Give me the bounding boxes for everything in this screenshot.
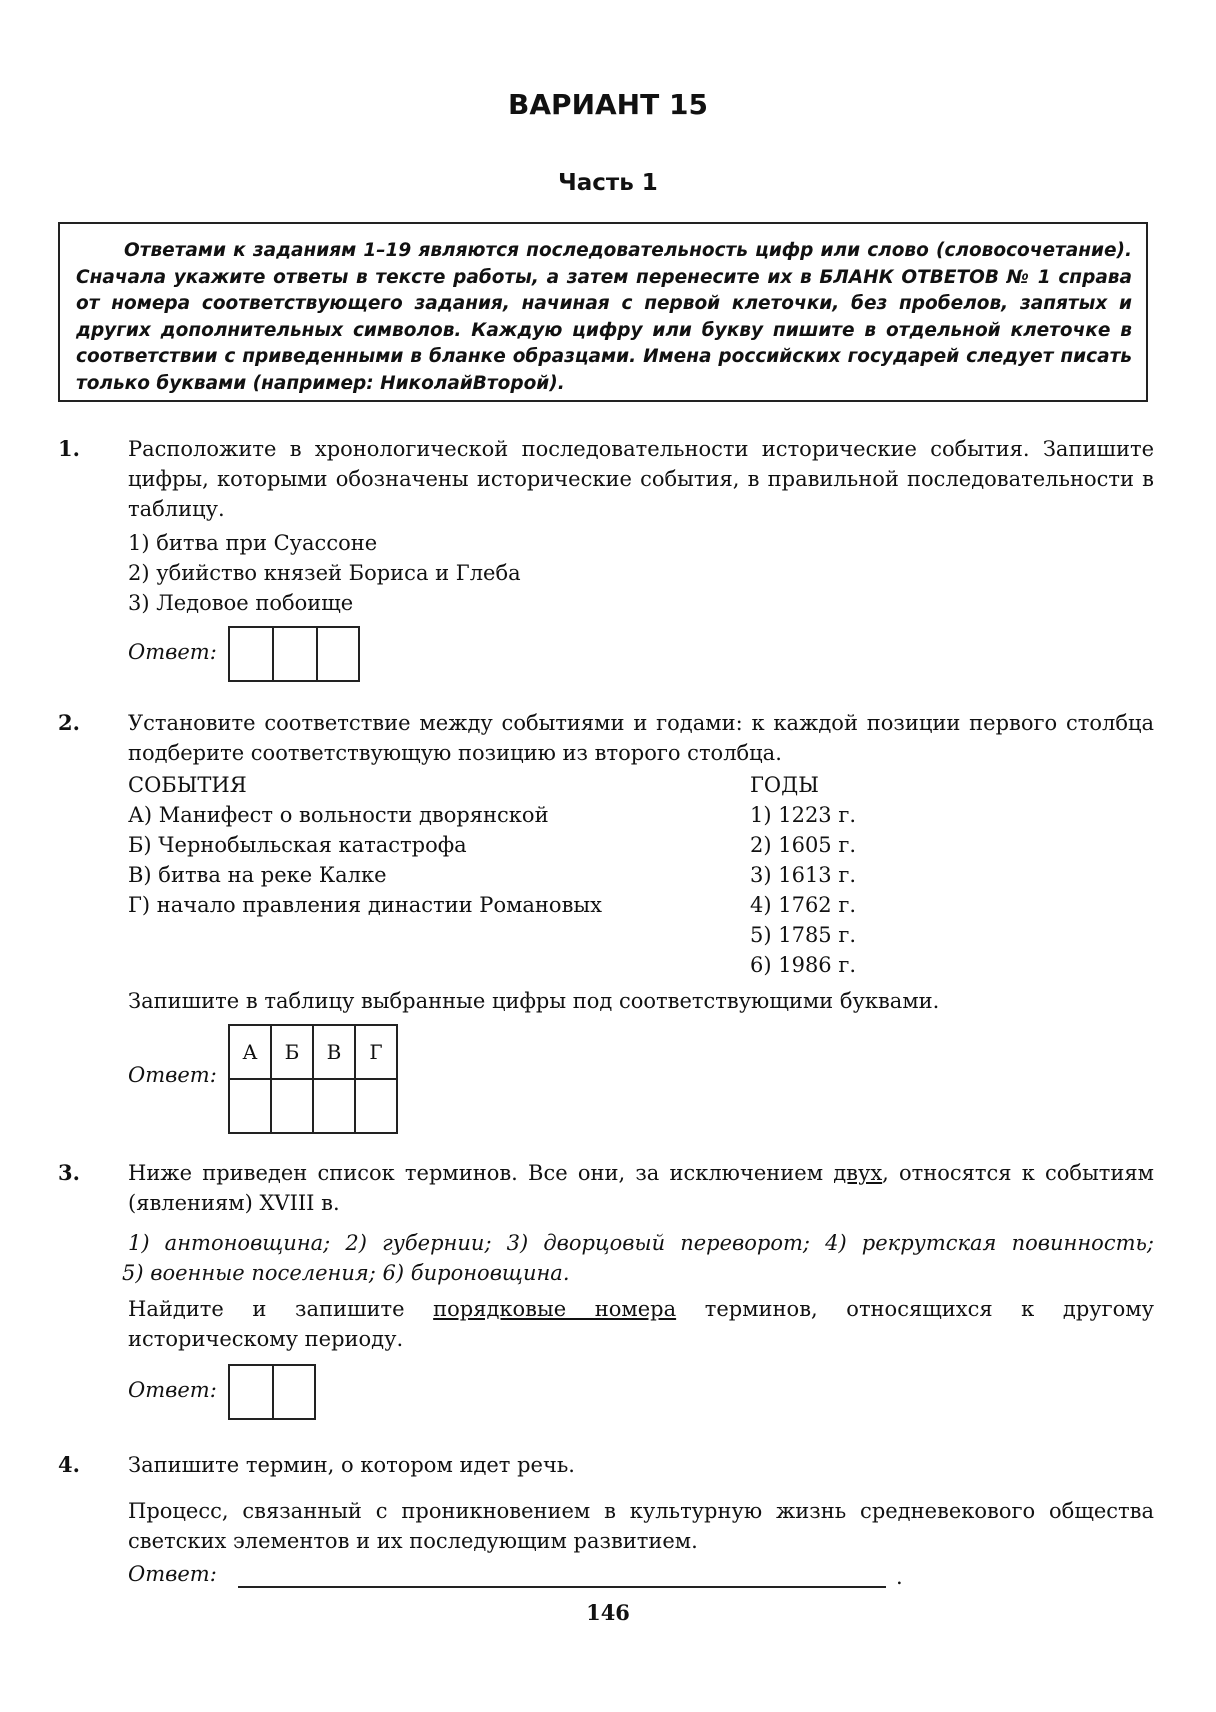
task-4-period: . bbox=[896, 1565, 903, 1589]
instruction-text: Ответами к заданиям 1–19 являются последовательность цифр или слово (словосочетание). Сначала укажите ответы в тексте работы, а затем перенесите их в БЛАНК ОТВЕТОВ № 1 справа от номера соответствующего задания, начиная с первой клеточки, без пробелов, запятых и других дополнительных символов. Каждую цифру или букву пишите в отдельной клеточке в соответствии с приведенными в бланке образцами. Имена российских государей следует писать только буквами (например: НиколайВторой). bbox=[76, 240, 1132, 394]
task-1-item-2: 2) убийство князей Бориса и Глеба bbox=[128, 561, 521, 585]
task-2-year-5: 5) 1785 г. bbox=[750, 923, 857, 947]
variant-title: ВАРИАНТ 15 bbox=[508, 88, 708, 121]
part-title: Часть 1 bbox=[558, 170, 658, 196]
answer-cell[interactable] bbox=[230, 628, 274, 680]
task-3-text-after: , относятся к событиям (явлениям) XVIII в. bbox=[128, 1161, 1154, 1215]
task-4-answer-line[interactable] bbox=[238, 1576, 886, 1588]
task-2-answer-table bbox=[228, 1024, 398, 1134]
task-2-event-b: Б) Чернобыльская катастрофа bbox=[128, 833, 467, 857]
task-3-text bbox=[128, 1158, 1154, 1218]
task-4-text: Запишите термин, о котором идет речь. bbox=[128, 1453, 575, 1477]
task-1-number: 1. bbox=[58, 436, 80, 461]
task-2-year-2: 2) 1605 г. bbox=[750, 833, 857, 857]
task-3-find-before: Найдите и запишите bbox=[128, 1297, 434, 1321]
instruction-box bbox=[58, 222, 1148, 402]
task-3-text-before: Ниже приведен список терминов. Все они, за исключением bbox=[128, 1161, 834, 1185]
task-3-answer-boxes[interactable] bbox=[228, 1364, 316, 1420]
letter-b: Б bbox=[271, 1025, 313, 1079]
answer-cell[interactable] bbox=[355, 1079, 397, 1133]
letter-g: Г bbox=[355, 1025, 397, 1079]
answer-cell[interactable] bbox=[271, 1079, 313, 1133]
task-3-find-after: терминов, относящихся к другому историческому периоду. bbox=[128, 1297, 1154, 1351]
task-3-answer-label: Ответ: bbox=[128, 1378, 217, 1402]
task-1-text: Расположите в хронологической последовательности исторические события. Запишите цифры, которыми обозначены исторические события, в правильной последовательности в таблицу. bbox=[128, 437, 1154, 521]
task-3-terms-line-1: 1) антоновщина; 2) губернии; 3) дворцовый переворот; 4) рекрутская повинность; bbox=[128, 1231, 1154, 1255]
task-3-text-underlined: двух bbox=[833, 1161, 883, 1185]
task-2-number: 2. bbox=[58, 710, 80, 735]
task-4-description: Процесс, связанный с проникновением в культурную жизнь средневекового общества светских элементов и их последующим развитием. bbox=[128, 1499, 1154, 1553]
task-2-events-header: СОБЫТИЯ bbox=[128, 773, 247, 797]
task-2-write-instruction: Запишите в таблицу выбранные цифры под соответствующими буквами. bbox=[128, 989, 940, 1013]
task-1-answer-label: Ответ: bbox=[128, 640, 217, 664]
task-2-event-v: В) битва на реке Калке bbox=[128, 863, 387, 887]
letter-v: В bbox=[313, 1025, 355, 1079]
task-2-answer-label: Ответ: bbox=[128, 1063, 217, 1087]
task-4-number: 4. bbox=[58, 1452, 80, 1477]
task-1-answer-boxes[interactable] bbox=[228, 626, 360, 682]
letter-a: А bbox=[229, 1025, 271, 1079]
answer-cell[interactable] bbox=[274, 628, 318, 680]
page-number: 146 bbox=[586, 1600, 630, 1625]
task-1-item-1: 1) битва при Суассоне bbox=[128, 531, 378, 555]
task-4-answer-label: Ответ: bbox=[128, 1562, 217, 1586]
task-2-year-3: 3) 1613 г. bbox=[750, 863, 857, 887]
answer-cell[interactable] bbox=[230, 1366, 274, 1418]
answer-cell[interactable] bbox=[313, 1079, 355, 1133]
task-2-year-4: 4) 1762 г. bbox=[750, 893, 857, 917]
answer-cell[interactable] bbox=[229, 1079, 271, 1133]
task-3-terms-line-2: 5) военные поселения; 6) бироновщина. bbox=[122, 1261, 570, 1285]
task-3-find-underlined: порядковые номера bbox=[433, 1297, 677, 1321]
task-1-item-3: 3) Ледовое побоище bbox=[128, 591, 354, 615]
task-3-number: 3. bbox=[58, 1160, 80, 1185]
task-2-event-g: Г) начало правления династии Романовых bbox=[128, 893, 602, 917]
task-2-year-1: 1) 1223 г. bbox=[750, 803, 857, 827]
task-3-find-text bbox=[128, 1294, 1154, 1354]
task-2-year-6: 6) 1986 г. bbox=[750, 953, 857, 977]
task-2-years-header: ГОДЫ bbox=[750, 773, 819, 797]
task-2-event-a: А) Манифест о вольности дворянской bbox=[128, 803, 549, 827]
task-2-text: Установите соответствие между событиями и годами: к каждой позиции первого столбца подберите соответствующую позицию из второго столбца. bbox=[128, 711, 1154, 765]
